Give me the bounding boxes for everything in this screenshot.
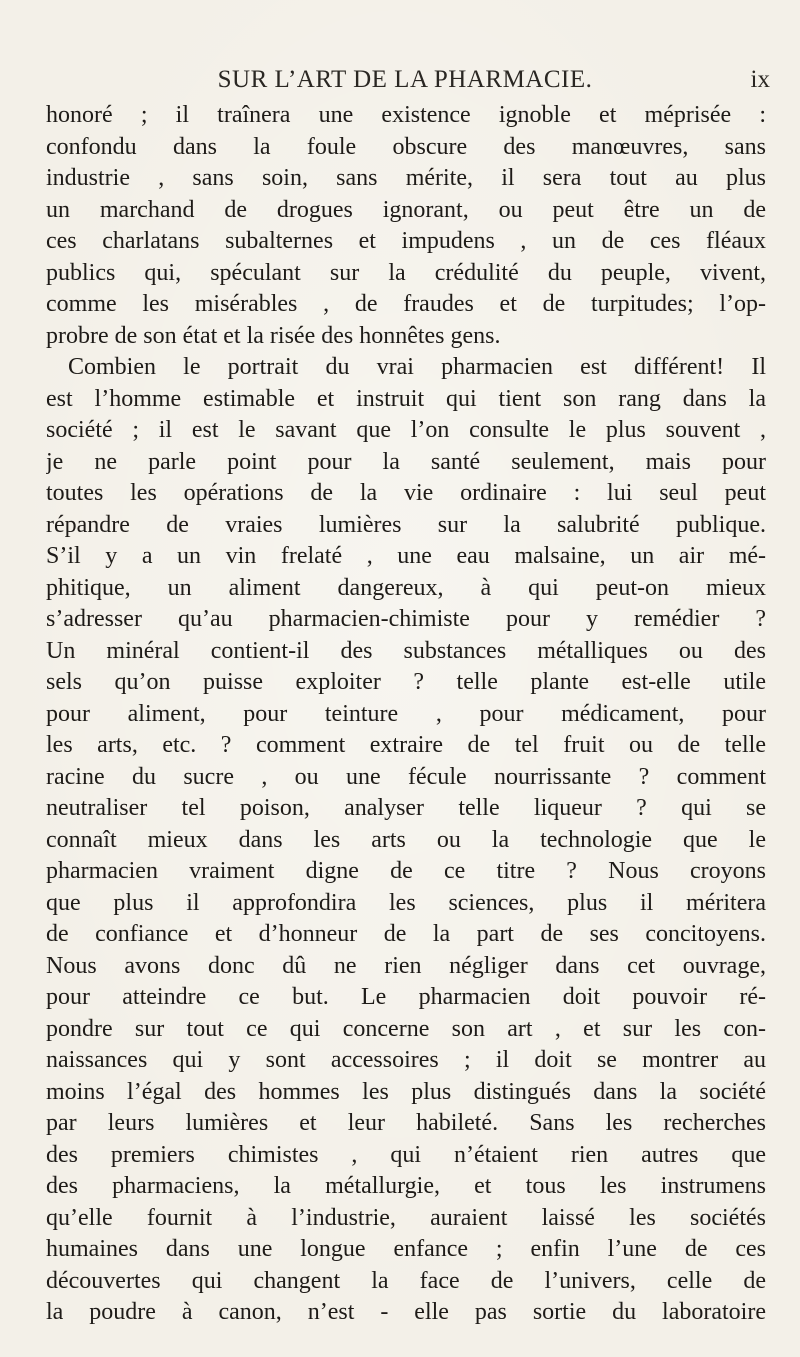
text-line-21: les arts, etc. ? comment extraire de tel fruit ou de telle <box>46 732 766 758</box>
text-line-9: Combien le portrait du vrai pharmacien est différent! Il <box>68 354 766 380</box>
text-line-2: confondu dans la foule obscure des manœuvres, sans <box>46 133 766 160</box>
text-line-38: découvertes qui changent la face de l’univers, celle de <box>46 1267 766 1294</box>
text-line-5: ces charlatans subalternes et impudens , un de ces fléaux <box>46 228 766 254</box>
text-line-14: répandre de vraies lumières sur la salubrité publique. <box>46 511 766 538</box>
text-line-34: des premiers chimistes , qui n’étaient rien autres que <box>46 1141 766 1168</box>
text-line-10: est l’homme estimable et instruit qui tient son rang dans la <box>46 385 766 412</box>
running-head <box>40 66 770 96</box>
text-line-32: moins l’égal des hommes les plus distingués dans la société <box>46 1078 766 1105</box>
text-line-19: sels qu’on puisse exploiter ? telle plante est-elle utile <box>46 669 766 695</box>
text-line-23: neutraliser tel poison, analyser telle liqueur ? qui se <box>46 795 766 821</box>
running-title: SUR L’ART DE LA PHARMACIE. <box>217 66 593 93</box>
text-line-15: S’il y a un vin frelaté , une eau malsaine, un air mé- <box>46 543 766 569</box>
text-line-33: par leurs lumières et leur habileté. Sans les recherches <box>46 1110 766 1136</box>
text-line-39: la poudre à canon, n’est - elle pas sortie du laboratoire <box>46 1299 766 1325</box>
text-line-17: s’adresser qu’au pharmacien-chimiste pour y remédier ? <box>46 606 766 632</box>
page-number: ix <box>750 66 770 93</box>
text-line-1: honoré ; il traînera une existence ignoble et méprisée : <box>46 102 766 128</box>
body-text <box>46 100 766 1329</box>
text-line-22: racine du sucre , ou une fécule nourrissante ? comment <box>46 763 766 790</box>
text-line-25: pharmacien vraiment digne de ce titre ? Nous croyons <box>46 858 766 884</box>
text-line-12: je ne parle point pour la santé seulement, mais pour <box>46 448 766 475</box>
text-line-26: que plus il approfondira les sciences, plus il méritera <box>46 889 766 916</box>
text-line-29: pour atteindre ce but. Le pharmacien doit pouvoir ré- <box>46 984 766 1010</box>
text-line-31: naissances qui y sont accessoires ; il doit se montrer au <box>46 1047 766 1073</box>
text-line-13: toutes les opérations de la vie ordinaire : lui seul peut <box>46 480 766 506</box>
text-line-11: société ; il est le savant que l’on consulte le plus souvent , <box>46 417 766 443</box>
text-line-20: pour aliment, pour teinture , pour médicament, pour <box>46 700 766 727</box>
text-line-36: qu’elle fournit à l’industrie, auraient laissé les sociétés <box>46 1204 766 1231</box>
text-line-30: pondre sur tout ce qui concerne son art , et sur les con- <box>46 1015 766 1042</box>
text-line-4: un marchand de drogues ignorant, ou peut être un de <box>46 196 766 223</box>
text-line-37: humaines dans une longue enfance ; enfin l’une de ces <box>46 1236 766 1262</box>
text-line-24: connaît mieux dans les arts ou la technologie que le <box>46 826 766 853</box>
text-line-18: Un minéral contient-il des substances métalliques ou des <box>46 637 766 664</box>
text-line-3: industrie , sans soin, sans mérite, il sera tout au plus <box>46 165 766 191</box>
text-line-8: probre de son état et la risée des honnêtes gens. <box>46 322 501 349</box>
text-line-16: phitique, un aliment dangereux, à qui peut-on mieux <box>46 574 766 601</box>
text-line-7: comme les misérables , de fraudes et de turpitudes; l’op- <box>46 291 766 317</box>
text-line-6: publics qui, spéculant sur la crédulité du peuple, vivent, <box>46 259 766 286</box>
text-line-35: des pharmaciens, la métallurgie, et tous les instrumens <box>46 1173 766 1199</box>
text-line-27: de confiance et d’honneur de la part de ses concitoyens. <box>46 921 766 947</box>
text-line-28: Nous avons donc dû ne rien négliger dans cet ouvrage, <box>46 952 766 979</box>
